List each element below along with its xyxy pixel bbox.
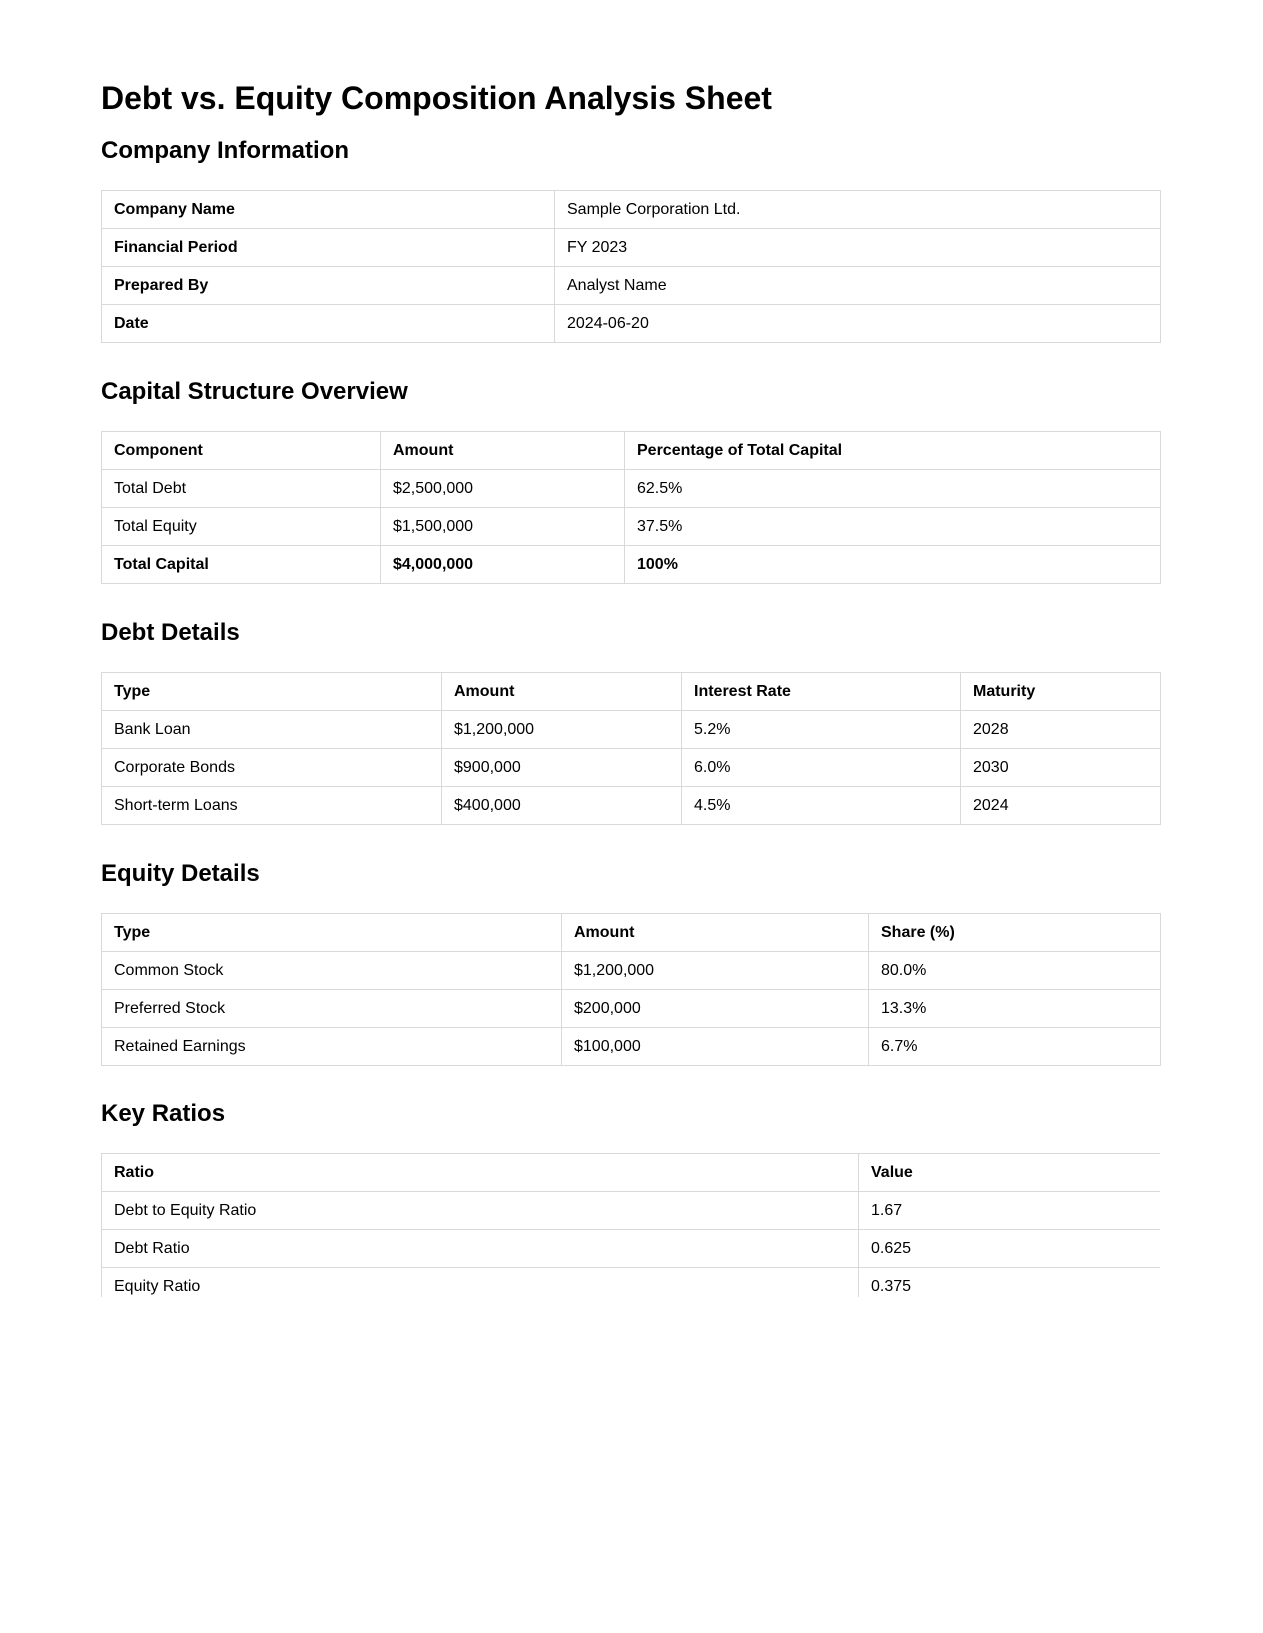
table-cell: Debt Ratio xyxy=(102,1230,859,1268)
table-row xyxy=(102,749,1161,787)
table-cell: $900,000 xyxy=(442,749,682,787)
key-ratios-clip xyxy=(101,1153,1160,1297)
table-row xyxy=(102,267,1161,305)
total-row xyxy=(102,546,1161,584)
column-header: Component xyxy=(102,432,381,470)
table-cell: $4,000,000 xyxy=(381,546,625,584)
table-cell: 1.67 xyxy=(859,1192,1161,1230)
table-row xyxy=(102,305,1161,343)
financial-period-value: FY 2023 xyxy=(555,229,1161,267)
key-ratios-table xyxy=(101,1153,1160,1297)
table-cell: $200,000 xyxy=(562,990,869,1028)
table-cell: 37.5% xyxy=(625,508,1161,546)
date-label: Date xyxy=(102,305,555,343)
column-header: Amount xyxy=(381,432,625,470)
debt-details-table xyxy=(101,672,1161,825)
equity-details-table xyxy=(101,913,1161,1066)
column-header: Type xyxy=(102,914,562,952)
table-cell: 80.0% xyxy=(869,952,1161,990)
table-row xyxy=(102,990,1161,1028)
table-row xyxy=(102,1028,1161,1066)
date-value: 2024-06-20 xyxy=(555,305,1161,343)
table-cell: 2024 xyxy=(961,787,1161,825)
table-cell: Preferred Stock xyxy=(102,990,562,1028)
column-header: Value xyxy=(859,1154,1161,1192)
table-cell: 2030 xyxy=(961,749,1161,787)
capital-structure-heading: Capital Structure Overview xyxy=(101,378,408,405)
table-cell: 6.0% xyxy=(682,749,961,787)
company-name-value: Sample Corporation Ltd. xyxy=(555,191,1161,229)
table-cell: 4.5% xyxy=(682,787,961,825)
company-name-label: Company Name xyxy=(102,191,555,229)
table-cell: Equity Ratio xyxy=(102,1268,859,1298)
equity-details-heading: Equity Details xyxy=(101,860,260,887)
prepared-by-value: Analyst Name xyxy=(555,267,1161,305)
table-row xyxy=(102,508,1161,546)
table-cell: $1,200,000 xyxy=(442,711,682,749)
table-cell: Corporate Bonds xyxy=(102,749,442,787)
table-cell: 100% xyxy=(625,546,1161,584)
table-cell: Bank Loan xyxy=(102,711,442,749)
table-row xyxy=(102,1230,1161,1268)
column-header: Percentage of Total Capital xyxy=(625,432,1161,470)
table-cell: 5.2% xyxy=(682,711,961,749)
table-row xyxy=(102,711,1161,749)
column-header: Amount xyxy=(562,914,869,952)
page-title: Debt vs. Equity Composition Analysis Sheet xyxy=(101,80,772,116)
table-row xyxy=(102,470,1161,508)
table-row xyxy=(102,229,1161,267)
column-header: Share (%) xyxy=(869,914,1161,952)
company-info-table xyxy=(101,190,1161,343)
table-cell: $400,000 xyxy=(442,787,682,825)
table-cell: Total Equity xyxy=(102,508,381,546)
prepared-by-label: Prepared By xyxy=(102,267,555,305)
table-row xyxy=(102,191,1161,229)
table-row xyxy=(102,952,1161,990)
column-header: Amount xyxy=(442,673,682,711)
table-cell: $1,500,000 xyxy=(381,508,625,546)
column-header: Type xyxy=(102,673,442,711)
table-header-row xyxy=(102,673,1161,711)
table-header-row xyxy=(102,914,1161,952)
table-row xyxy=(102,1268,1161,1298)
capital-structure-table xyxy=(101,431,1161,584)
table-cell: $100,000 xyxy=(562,1028,869,1066)
financial-period-label: Financial Period xyxy=(102,229,555,267)
table-cell: 6.7% xyxy=(869,1028,1161,1066)
table-cell: Debt to Equity Ratio xyxy=(102,1192,859,1230)
table-cell: 0.625 xyxy=(859,1230,1161,1268)
table-cell: Total Capital xyxy=(102,546,381,584)
table-cell: 13.3% xyxy=(869,990,1161,1028)
table-header-row xyxy=(102,1154,1161,1192)
table-row xyxy=(102,787,1161,825)
table-row xyxy=(102,1192,1161,1230)
table-cell: Total Debt xyxy=(102,470,381,508)
table-cell: $1,200,000 xyxy=(562,952,869,990)
column-header: Interest Rate xyxy=(682,673,961,711)
debt-details-heading: Debt Details xyxy=(101,619,240,646)
table-cell: $2,500,000 xyxy=(381,470,625,508)
column-header: Ratio xyxy=(102,1154,859,1192)
table-cell: Common Stock xyxy=(102,952,562,990)
table-cell: 2028 xyxy=(961,711,1161,749)
table-cell: Short-term Loans xyxy=(102,787,442,825)
column-header: Maturity xyxy=(961,673,1161,711)
table-cell: 62.5% xyxy=(625,470,1161,508)
company-info-heading: Company Information xyxy=(101,137,350,164)
table-cell: 0.375 xyxy=(859,1268,1161,1298)
key-ratios-heading: Key Ratios xyxy=(101,1100,226,1127)
table-header-row xyxy=(102,432,1161,470)
table-cell: Retained Earnings xyxy=(102,1028,562,1066)
